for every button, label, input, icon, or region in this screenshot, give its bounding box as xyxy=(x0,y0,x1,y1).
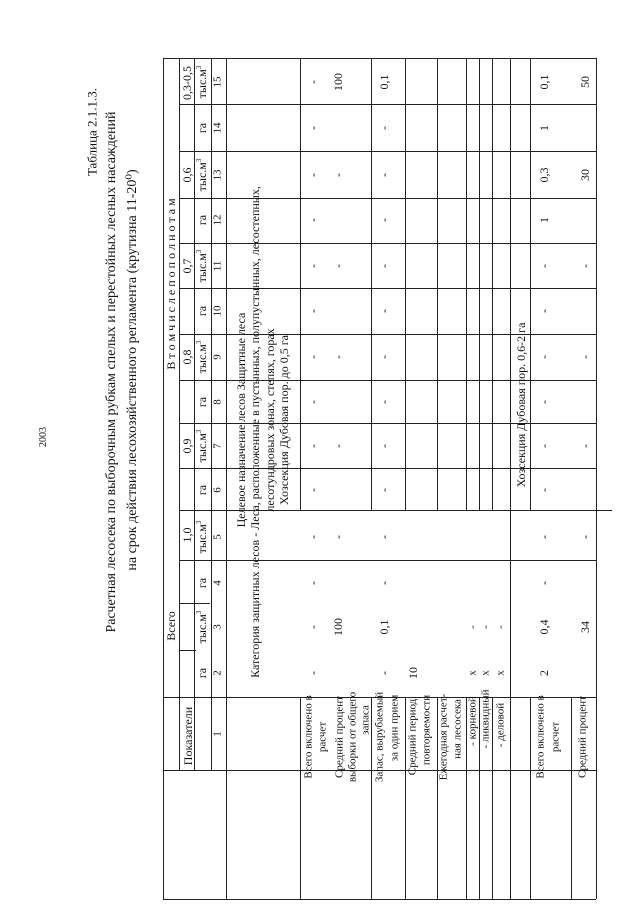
header-density-3: 0,8 xyxy=(180,349,194,365)
subheader-ga: га xyxy=(195,396,209,408)
cell: 0,1 xyxy=(377,74,391,90)
cell: - xyxy=(331,535,345,539)
cell: - xyxy=(578,535,592,539)
cell: - xyxy=(306,264,320,268)
cell: x xyxy=(479,670,492,676)
cell: - xyxy=(537,264,551,268)
header-density-4: 0,7 xyxy=(180,258,194,274)
section-2-heading: Хозсекция Дубовая пор. 0,6-2 га xyxy=(514,322,528,488)
subheader-ga: га xyxy=(195,122,209,134)
section-1-line-4: Хозсекция Дубовая пор. до 0,5 га xyxy=(277,335,291,505)
subheader-ga: га xyxy=(195,484,209,496)
subheader-tm: $тыс.м^3$ xyxy=(195,520,209,554)
cell: - xyxy=(537,488,551,492)
cell: - xyxy=(537,444,551,448)
section-1-line-2: Категория защитных лесов - Леса, расположенные в пустынных, полупустынных, лесостепных, xyxy=(248,186,262,678)
cell: 0,3 xyxy=(537,167,551,183)
cell: 30 xyxy=(578,169,592,181)
header-density-5: 0,6 xyxy=(180,167,194,183)
cell: - xyxy=(537,355,551,359)
cell: - xyxy=(306,355,320,359)
column-number: 3 xyxy=(211,624,224,630)
cell: - xyxy=(331,355,345,359)
cell: - xyxy=(377,535,391,539)
cell: - xyxy=(377,309,391,313)
subheader-tm: $тыс.м^3$ xyxy=(195,249,209,283)
cell: - xyxy=(306,535,320,539)
cell: 100 xyxy=(331,73,345,91)
header-incl-density: В т о м ч и с л е п о п о л н о т а м xyxy=(164,198,178,370)
cell: - xyxy=(306,173,320,177)
header-total: Всего xyxy=(164,611,178,641)
page-year: 2003 xyxy=(38,427,49,447)
cell: 0,1 xyxy=(377,619,391,635)
cell: - xyxy=(578,264,592,268)
cell: 100 xyxy=(331,618,345,636)
cell: - xyxy=(537,400,551,404)
cell: - xyxy=(306,488,320,492)
column-number: 4 xyxy=(211,580,224,586)
cell: - xyxy=(331,264,345,268)
row-label: расчет xyxy=(549,721,562,753)
column-number: 5 xyxy=(211,534,224,540)
title-line-2: на срок действия лесохозяйственного регламента (крутизна 11-20⁰) xyxy=(125,169,140,571)
subheader-ga: га xyxy=(195,667,209,679)
row-label: Запас, вырубаемый xyxy=(373,691,386,783)
cell: 0,1 xyxy=(537,74,551,90)
cell: - xyxy=(306,581,320,585)
cell: - xyxy=(331,444,345,448)
cell: x xyxy=(466,670,479,676)
subheader-ga: га xyxy=(195,305,209,317)
cell: - xyxy=(331,173,345,177)
section-1-line-3: лесотундровых зонах, степях, горах xyxy=(263,328,277,512)
cell: 2 xyxy=(537,670,551,676)
column-number: 1 xyxy=(211,731,224,737)
row-label: Всего включено в xyxy=(534,695,547,779)
cell: 50 xyxy=(578,76,592,88)
subheader-tm: $тыс.м^3$ xyxy=(195,429,209,463)
subheader-tm: $тыс.м^3$ xyxy=(195,340,209,374)
cell: - xyxy=(306,126,320,130)
row-label: - ликвидный xyxy=(479,689,492,749)
column-number: 8 xyxy=(211,399,224,405)
row-label: Средний период xyxy=(406,698,419,776)
row-label: Ежегодная расчет- xyxy=(437,693,450,781)
cell: - xyxy=(494,625,507,629)
cell: - xyxy=(578,355,592,359)
cell: - xyxy=(377,488,391,492)
row-label: Всего включено в xyxy=(302,695,315,779)
column-number: 9 xyxy=(211,354,224,360)
cell: - xyxy=(479,625,492,629)
cell: 34 xyxy=(578,621,592,633)
row-label: за один прием xyxy=(388,694,401,762)
cell: - xyxy=(377,444,391,448)
cell: 10 xyxy=(406,667,420,679)
cell: - xyxy=(578,444,592,448)
cell: - xyxy=(377,581,391,585)
cell: - xyxy=(306,309,320,313)
subheader-ga: га xyxy=(195,577,209,589)
cell: - xyxy=(377,400,391,404)
cell: - xyxy=(306,400,320,404)
cell: - xyxy=(377,126,391,130)
column-number: 11 xyxy=(211,260,224,272)
header-density-1: 1,0 xyxy=(180,527,194,543)
cell: - xyxy=(377,218,391,222)
row-label: расчет xyxy=(316,721,329,753)
cell: - xyxy=(377,355,391,359)
header-indicators: Показатели xyxy=(181,706,195,766)
column-number: 7 xyxy=(211,443,224,449)
cell: - xyxy=(306,218,320,222)
cell: - xyxy=(377,671,391,675)
row-label: повторяемости xyxy=(420,694,433,766)
cell: - xyxy=(537,309,551,313)
subheader-ga: га xyxy=(195,214,209,226)
cell: - xyxy=(306,671,320,675)
column-number: 13 xyxy=(211,169,224,181)
cell: x xyxy=(494,670,507,676)
cell: 1 xyxy=(537,217,551,223)
section-1-line-1: Целевое назначение лесов Защитные леса xyxy=(234,312,248,528)
row-label: Средний процент xyxy=(576,696,589,778)
table-label: Таблица 2.1.1.3. xyxy=(84,87,100,177)
cell: 0,4 xyxy=(537,619,551,635)
header-density-2: 0,9 xyxy=(180,438,194,454)
title-line-1: Расчетная лесосека по выборочным рубкам спелых и перестойных лесных насаждений xyxy=(104,111,119,633)
cell: - xyxy=(537,581,551,585)
subheader-tm: $тыс.м^3$ xyxy=(195,158,209,192)
cell: - xyxy=(306,80,320,84)
column-number: 12 xyxy=(211,214,224,226)
row-label: - корневой xyxy=(466,696,479,746)
header-density-6: 0,3-0,5 xyxy=(180,66,194,100)
cell: - xyxy=(377,173,391,177)
column-number: 2 xyxy=(211,670,224,676)
row-label: ная лесосека xyxy=(451,699,464,759)
row-label: выборки от общего xyxy=(346,691,359,783)
cell: - xyxy=(306,444,320,448)
cell: - xyxy=(466,625,479,629)
cell: - xyxy=(537,535,551,539)
cell: 1 xyxy=(537,125,551,131)
row-label: запаса xyxy=(359,705,372,735)
column-number: 6 xyxy=(211,487,224,493)
column-number: 10 xyxy=(211,305,224,317)
row-label: - деловой xyxy=(494,702,507,748)
cell: - xyxy=(377,264,391,268)
cell: - xyxy=(306,625,320,629)
subheader-tm: $тыс.м^3$ xyxy=(195,65,209,99)
column-number: 15 xyxy=(211,76,224,88)
column-number: 14 xyxy=(211,122,224,134)
subheader-tm: $тыс.м^3$ xyxy=(195,610,209,644)
row-label: Средний процент xyxy=(333,696,346,778)
